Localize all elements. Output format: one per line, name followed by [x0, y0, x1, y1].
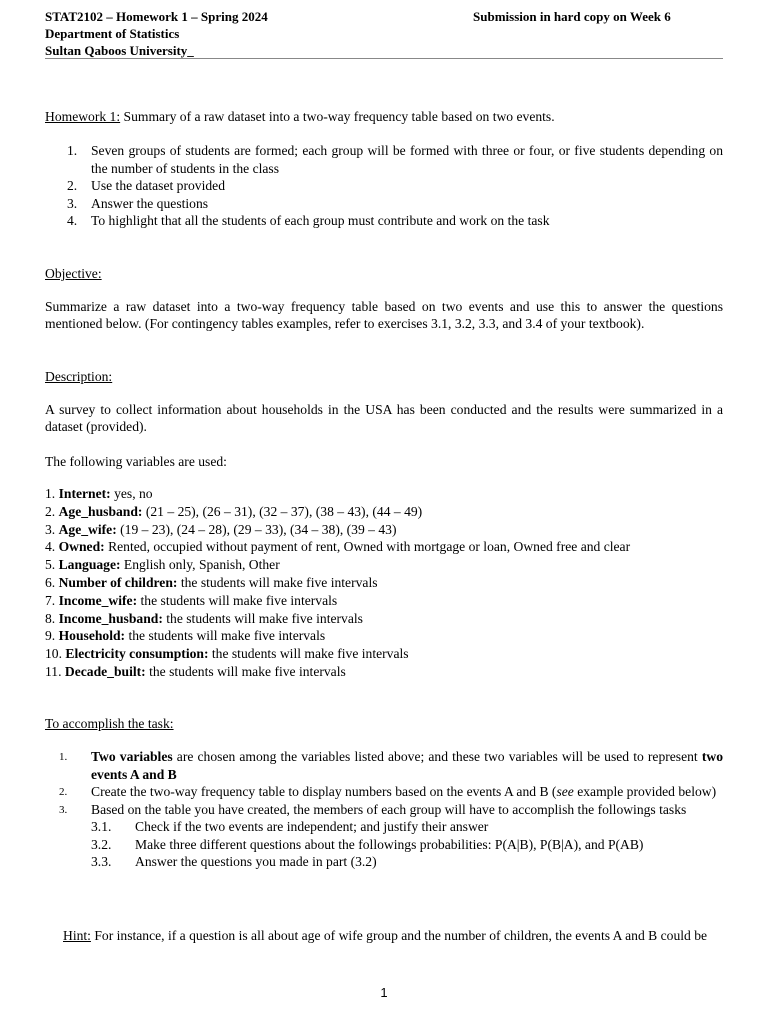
- variable-item: 5. Language: English only, Spanish, Other: [45, 557, 280, 573]
- homework-label: Homework 1:: [45, 109, 121, 124]
- description-heading: Description:: [45, 369, 113, 384]
- course-title: STAT2102 – Homework 1 – Spring 2024: [45, 9, 268, 24]
- homework-text: Summary of a raw dataset into a two-way frequency table based on two events.: [120, 109, 555, 124]
- homework-list: [45, 142, 723, 230]
- list-item: 1. Seven groups of students are formed; each group will be formed with three or four, or five students depending on the number of students in the class: [67, 143, 723, 176]
- variable-item: 6. Number of children: the students will make five intervals: [45, 574, 378, 590]
- variable-item: 9. Household: the students will make five intervals: [45, 628, 326, 644]
- homework-intro: [45, 108, 723, 125]
- task-item: 3. Based on the table you have created, the members of each group will have to accomplish the followings tasks: [59, 801, 687, 817]
- task-heading: To accomplish the task:: [45, 716, 174, 731]
- description-text: A survey to collect information about households in the USA has been conducted and the results were summarized in a dataset (provided).: [45, 402, 723, 434]
- task-item: 2. Create the two-way frequency table to display numbers based on the events A and B (see example provided below): [59, 784, 717, 799]
- task-list: [45, 748, 723, 871]
- header-divider: [45, 58, 723, 59]
- list-item: 4. To highlight that all the students of each group must contribute and work on the task: [67, 213, 550, 228]
- task-subitem: 3.1. Check if the two events are independent; and justify their answer: [91, 819, 489, 834]
- hint-paragraph: [45, 927, 723, 944]
- variable-item: 3. Age_wife: (19 – 23), (24 – 28), (29 – 33), (34 – 38), (39 – 43): [45, 521, 397, 537]
- variables-list: [45, 485, 723, 681]
- submission-note: Submission in hard copy on Week 6: [473, 9, 671, 24]
- hint-label: Hint:: [63, 928, 91, 943]
- variable-item: 7. Income_wife: the students will make five intervals: [45, 592, 338, 608]
- variable-item: 10. Electricity consumption: the students will make five intervals: [45, 646, 409, 662]
- list-item: 2. Use the dataset provided: [67, 178, 226, 193]
- variable-item: 11. Decade_built: the students will make five intervals: [45, 663, 346, 679]
- task-subitem: 3.2. Make three different questions about the followings probabilities: P(A|B), P(B|A), and P(AB): [91, 836, 644, 852]
- variable-item: 4. Owned: Rented, occupied without payment of rent, Owned with mortgage or loan, Owned free and clear: [45, 539, 631, 555]
- objective-text: Summarize a raw dataset into a two-way frequency table based on two events and use this to answer the questions mentioned below. (For contingency tables examples, refer to exercises 3.1, 3.2, 3.3, and 3.4 of your textbook).: [45, 299, 723, 331]
- variable-item: 8. Income_husband: the students will make five intervals: [45, 610, 363, 626]
- variables-intro: The following variables are used:: [45, 454, 227, 469]
- list-item: 3. Answer the questions: [67, 195, 209, 211]
- page-header: [45, 8, 723, 59]
- task-item: 1. Two variables are chosen among the variables listed above; and these two variables will be used to represent two events A and B: [59, 749, 723, 782]
- variable-item: 1. Internet: yes, no: [45, 486, 153, 501]
- task-subitem: 3.3. Answer the questions you made in part (3.2): [91, 854, 377, 869]
- hint-text: For instance, if a question is all about age of wife group and the number of children, the events A and B could be: [90, 928, 708, 943]
- university-name: Sultan Qaboos University_: [45, 43, 194, 58]
- page-number: 1: [380, 985, 388, 1000]
- objective-heading: Objective:: [45, 266, 102, 281]
- department-name: Department of Statistics: [45, 26, 180, 41]
- variable-item: 2. Age_husband: (21 – 25), (26 – 31), (32 – 37), (38 – 43), (44 – 49): [45, 503, 423, 519]
